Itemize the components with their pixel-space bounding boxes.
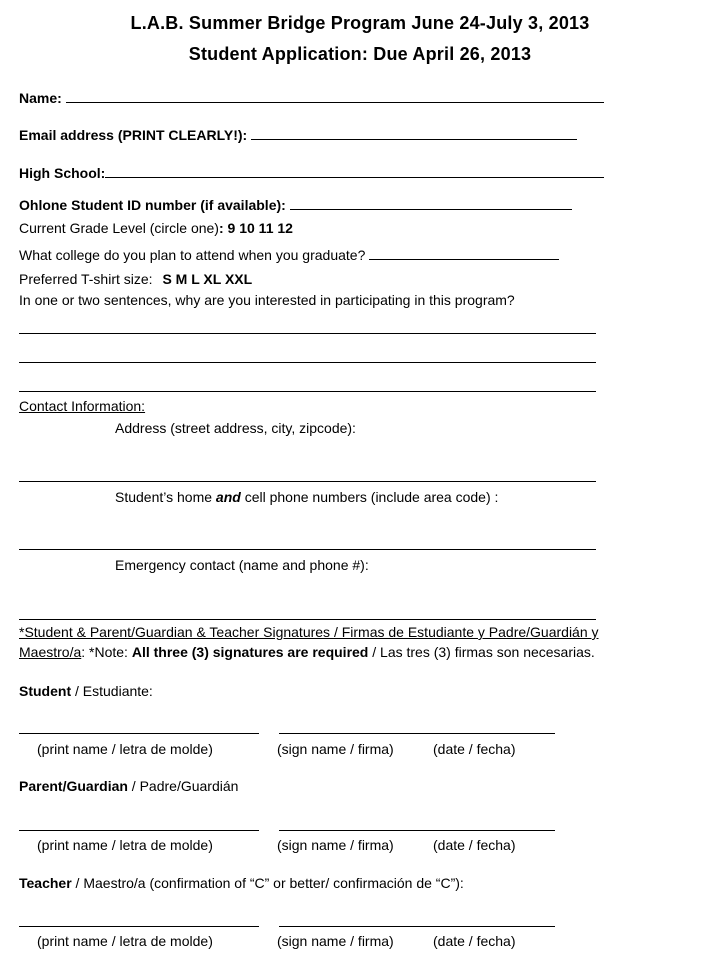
grade-label: Current Grade Level (circle one) [19,220,219,236]
tshirt-row [19,271,252,287]
phone-line[interactable] [19,549,596,550]
address-label: Address (street address, city, zipcode): [115,420,356,436]
contact-heading: Contact Information: [19,398,146,414]
college-label: What college do you plan to attend when you graduate? [19,247,366,263]
grade-row [19,220,293,236]
parent-print-line[interactable] [19,830,259,831]
student-id-label: Ohlone Student ID number (if available): [19,197,286,213]
student-sign-caption: (sign name / firma) [277,741,394,757]
student-label-es: / Estudiante: [71,683,153,699]
note-prefix: : *Note: [81,644,132,660]
student-print-line[interactable] [19,733,259,734]
signatures-intro-text: *Student & Parent/Guardian & Teacher Signatures / Firmas de Estudiante y Padre/Guardián y [19,624,599,640]
student-id-row [19,195,572,213]
emergency-line[interactable] [19,619,596,620]
teacher-sign-caption: (sign name / firma) [277,933,394,949]
grade-options[interactable]: : 9 10 11 12 [218,220,293,236]
parent-sign-line[interactable] [279,830,555,831]
signatures-intro-line-2 [19,644,595,660]
note-required: All three (3) signatures are required [131,644,369,660]
student-label: Student [19,683,72,699]
teacher-label-es: / Maestro/a (confirmation of “C” or better/ confirmación de “C”): [71,875,464,891]
teacher-sign-line[interactable] [279,926,555,927]
school-label: High School: [19,165,106,181]
phone-label [115,489,498,505]
parent-print-caption: (print name / letra de molde) [37,837,213,853]
college-row [19,245,559,263]
phone-label-em: and [215,489,241,505]
form-subtitle: Student Application: Due April 26, 2013 [188,44,532,64]
interest-line-3[interactable] [19,391,596,392]
email-field[interactable] [251,125,577,140]
email-row [19,125,577,143]
student-print-caption: (print name / letra de molde) [37,741,213,757]
teacher-print-caption: (print name / letra de molde) [37,933,213,949]
teacher-sig-heading [19,875,464,891]
school-field[interactable] [105,163,604,178]
tshirt-label: Preferred T-shirt size: [19,271,153,287]
interest-line-1[interactable] [19,333,596,334]
parent-date-caption: (date / fecha) [433,837,516,853]
parent-sig-heading [19,778,238,794]
email-label: Email address (PRINT CLEARLY!): [19,127,248,143]
student-sig-heading [19,683,153,699]
teacher-print-line[interactable] [19,926,259,927]
phone-label-pre: Student’s home [115,489,216,505]
signatures-intro-line-1 [19,624,599,640]
interest-question: In one or two sentences, why are you interested in participating in this program? [19,292,515,308]
phone-label-post: cell phone numbers (include area code) : [240,489,499,505]
name-field[interactable] [66,88,604,103]
college-field[interactable] [369,245,559,260]
student-date-caption: (date / fecha) [433,741,516,757]
tshirt-options[interactable]: S M L XL XXL [162,271,253,287]
note-spanish: / Las tres (3) firmas son necesarias. [368,644,595,660]
school-row [19,163,604,181]
teacher-date-caption: (date / fecha) [433,933,516,949]
student-sign-line[interactable] [279,733,555,734]
parent-sign-caption: (sign name / firma) [277,837,394,853]
parent-label-es: / Padre/Guardián [127,778,239,794]
name-label: Name: [19,90,62,106]
address-line[interactable] [19,481,596,482]
interest-line-2[interactable] [19,362,596,363]
teacher-label: Teacher [19,875,72,891]
emergency-label: Emergency contact (name and phone #): [115,557,369,573]
maestro-label: Maestro/a [19,644,82,660]
name-row [19,88,604,106]
parent-label: Parent/Guardian [19,778,128,794]
form-title: L.A.B. Summer Bridge Program June 24-July 3, 2013 [130,13,590,33]
student-id-field[interactable] [290,195,572,210]
